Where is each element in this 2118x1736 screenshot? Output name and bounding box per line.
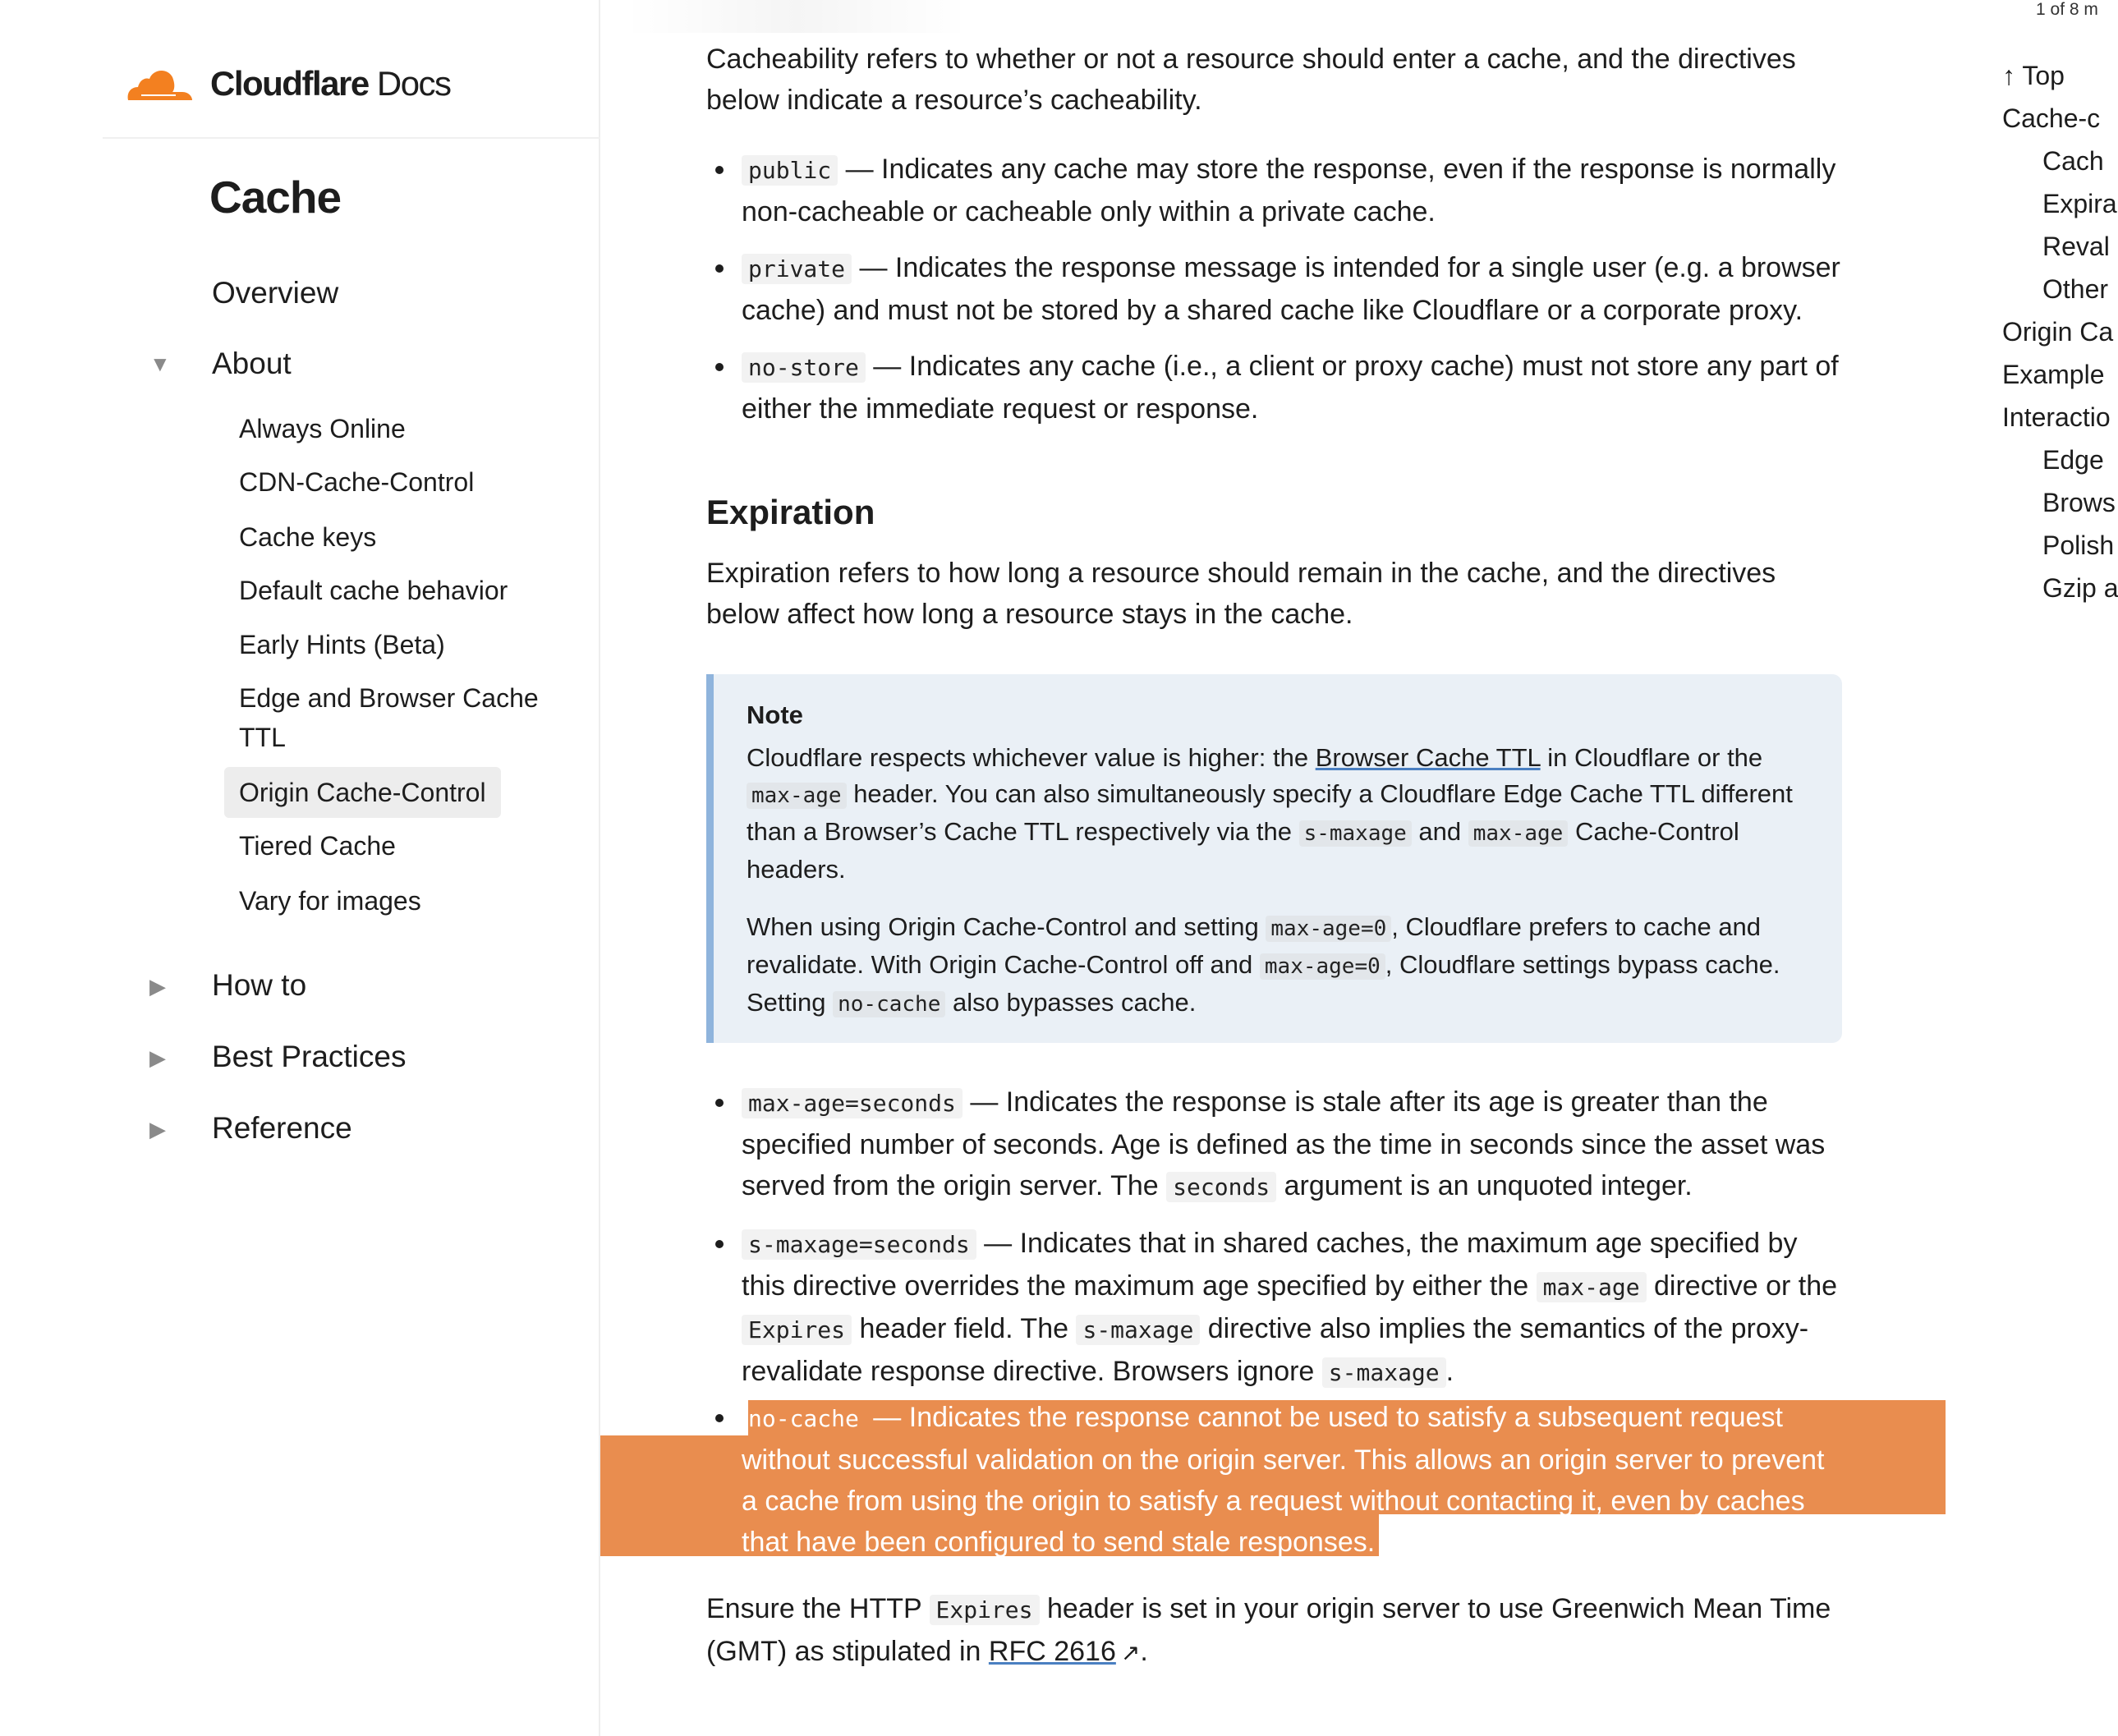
toc-item[interactable]: Brows [2042, 488, 2116, 517]
toc-item[interactable]: Gzip a [2042, 573, 2118, 603]
toc-item[interactable]: Polish [2042, 530, 2115, 560]
text: — Indicates the response cannot be used to satisfy a subsequent request without successful validation on the origin server. This allows an origin server to prevent a cache from using the origin to satisfy a request without contacting it, even by caches that have been configured to send stale responses. [742, 1402, 1825, 1558]
text: directive also implies the semantics of the proxy-revalidate response directive. Browsers ignore [742, 1313, 1809, 1387]
expiration-list [706, 1082, 1842, 1408]
triangle-down-icon[interactable]: ▼ [149, 351, 171, 376]
text: header is set in your origin server to use Greenwich Mean Time (GMT) as stipulated in [706, 1593, 1831, 1667]
text: Ensure the HTTP [706, 1593, 930, 1624]
triangle-right-icon[interactable]: ▶ [149, 1117, 166, 1141]
list-item [706, 346, 1842, 429]
text: directive or the [1646, 1270, 1838, 1302]
text: . [1140, 1636, 1148, 1667]
toc-item[interactable]: Origin Ca [2002, 317, 2114, 347]
code: s-maxage=seconds [742, 1229, 976, 1260]
external-link-icon: ↗ [1120, 1640, 1141, 1665]
code: s-maxage [1076, 1315, 1200, 1345]
code: no-cache [748, 1405, 859, 1432]
sidebar-item-always-online[interactable]: Always Online [239, 414, 406, 443]
logo-link[interactable] [125, 64, 451, 103]
code: max-age=0 [1260, 953, 1385, 980]
item-text: — Indicates any cache (i.e., a client or proxy cache) must not store any part of either the immediate request or response. [742, 351, 1839, 425]
sidebar-item-cdn-cache-control[interactable]: CDN-Cache-Control [239, 467, 475, 497]
text: header field. The [852, 1313, 1077, 1344]
cloudflare-logo-icon [125, 67, 192, 100]
expires-paragraph [706, 1588, 1842, 1674]
rfc-2616-link[interactable]: RFC 2616 [988, 1636, 1116, 1667]
text: in Cloudflare or the [1540, 743, 1763, 772]
sidebar-item-origin-cache-control[interactable]: Origin Cache-Control [224, 767, 501, 818]
item-text: — Indicates any cache may store the response, even if the response is normally non-cacheable or cacheable only within a private cache. [742, 154, 1836, 227]
sidebar-item-about[interactable]: About [212, 347, 292, 380]
text: header. You can also simultaneously specify a Cloudflare Edge Cache TTL different than a Browser’s Cache TTL respectively via the [747, 779, 1793, 846]
code: max-age=seconds [742, 1088, 963, 1118]
sidebar-item-default-cache-behavior[interactable]: Default cache behavior [239, 576, 508, 605]
top-shadow [624, 0, 969, 33]
toc-top-link[interactable]: ↑ Top [2002, 61, 2065, 90]
list-item [706, 1223, 1842, 1394]
code: no-store [742, 352, 866, 383]
sidebar-item-tiered-cache[interactable]: Tiered Cache [239, 831, 396, 861]
code: Expires [742, 1315, 852, 1345]
sidebar [0, 0, 600, 1736]
expiration-list-selected [706, 1397, 1842, 1578]
note-paragraph [747, 909, 1809, 1022]
toc-item[interactable]: Expira [2042, 189, 2117, 218]
text: — Indicates that in shared caches, the maximum age specified by this directive overrides the maximum age specified by either the [742, 1228, 1798, 1302]
list-item [706, 149, 1842, 232]
text: argument is an unquoted integer. [1276, 1170, 1693, 1201]
sidebar-item-how-to[interactable]: How to [212, 968, 307, 1002]
toc-item[interactable]: Edge [2042, 445, 2104, 475]
code: max-age [1537, 1272, 1647, 1302]
code: Expires [930, 1595, 1040, 1625]
logo-suffix: Docs [376, 64, 451, 103]
text: and [1411, 817, 1468, 846]
toc-item[interactable]: Other [2042, 274, 2109, 304]
toc-item[interactable]: Cache-c [2002, 103, 2101, 133]
triangle-right-icon[interactable]: ▶ [149, 1045, 166, 1070]
sidebar-item-cache-keys[interactable]: Cache keys [239, 522, 377, 552]
code: private [742, 254, 852, 284]
text: also bypasses cache. [945, 988, 1197, 1017]
text: , Cloudflare settings bypass cache. Setting [747, 950, 1780, 1017]
code: public [742, 155, 838, 186]
item-text: — Indicates the response message is intended for a single user (e.g. a browser cache) and must not be stored by a shared cache like Cloudflare or a corporate proxy. [742, 252, 1840, 326]
sidebar-item-early-hints[interactable]: Early Hints (Beta) [239, 630, 445, 659]
text: When using Origin Cache-Control and setting [747, 912, 1266, 941]
code: seconds [1166, 1172, 1276, 1202]
toc-item[interactable]: Reval [2042, 232, 2110, 261]
note-title: Note [747, 700, 803, 729]
toc-item[interactable]: Example [2002, 360, 2105, 389]
toc-item[interactable]: Interactio [2002, 402, 2111, 432]
text: . [1445, 1356, 1454, 1387]
note-paragraph [747, 740, 1809, 888]
page-indicator: 1 of 8 m [2036, 0, 2098, 19]
cacheability-list [706, 149, 1842, 444]
code: s-maxage [1322, 1357, 1446, 1388]
logo-brand: Cloudflare [210, 64, 369, 103]
divider [103, 137, 600, 139]
note-callout [706, 674, 1842, 1043]
list-item [706, 247, 1842, 331]
text: Cache-Control headers. [747, 817, 1739, 884]
sidebar-item-overview[interactable]: Overview [212, 276, 339, 310]
sidebar-item-vary-for-images[interactable]: Vary for images [239, 886, 421, 916]
toc-item[interactable]: Cach [2042, 146, 2104, 176]
browser-cache-ttl-link[interactable]: Browser Cache TTL [1315, 743, 1541, 772]
section-title: Cache [209, 172, 342, 223]
sidebar-item-edge-browser-cache-ttl[interactable]: Edge and Browser Cache TTL [239, 683, 539, 752]
list-item-selected [706, 1397, 1842, 1563]
sidebar-item-best-practices[interactable]: Best Practices [212, 1040, 407, 1073]
list-item [706, 1082, 1842, 1208]
text: Cloudflare respects whichever value is higher: the [747, 743, 1316, 772]
triangle-right-icon[interactable]: ▶ [149, 974, 166, 999]
text: — Indicates the response is stale after its age is greater than the specified number of seconds. Age is defined as the time in seconds since the asset was served from the origin server. The [742, 1086, 1826, 1201]
code: max-age [1468, 820, 1569, 847]
code: max-age=0 [1266, 916, 1391, 942]
cacheability-intro: Cacheability refers to whether or not a resource should enter a cache, and the directives below indicate a resource’s cacheability. [706, 44, 1796, 116]
code: s-maxage [1299, 820, 1412, 847]
code: max-age [747, 783, 847, 809]
text: , Cloudflare prefers to cache and revalidate. With Origin Cache-Control off and [747, 912, 1762, 979]
sidebar-item-reference[interactable]: Reference [212, 1111, 352, 1145]
expiration-heading: Expiration [706, 493, 875, 531]
expiration-intro: Expiration refers to how long a resource should remain in the cache, and the directives below affect how long a resource stays in the cache. [706, 558, 1776, 630]
code: no-cache [833, 991, 945, 1017]
